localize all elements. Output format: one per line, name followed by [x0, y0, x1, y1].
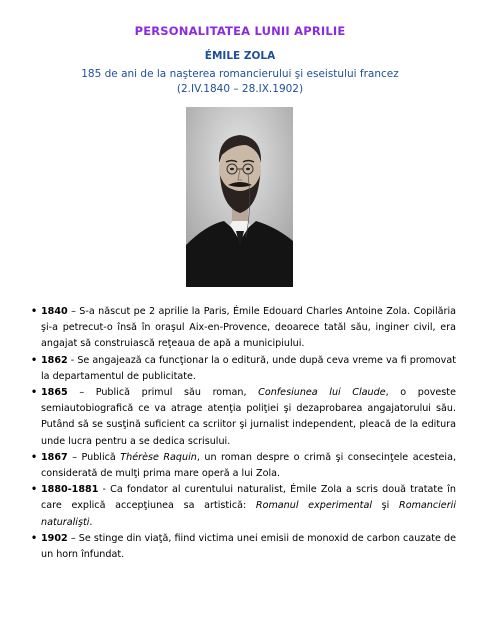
- timeline-item: [32, 450, 456, 482]
- page-title: PERSONALITATEA LUNII APRILIE: [134, 24, 346, 38]
- timeline-item: [32, 385, 456, 450]
- timeline-list: [32, 304, 456, 563]
- timeline-text: - Se angajează ca funcţionar la o editură, unde după ceva vreme va fi promovat la departamentul de publicitate.: [41, 354, 456, 382]
- timeline-text: şi: [372, 500, 400, 512]
- timeline-year: 1865: [41, 387, 68, 399]
- timeline-text: - Ca fondator al curentului naturalist, Émile Zola a scris două tratate în care explică accepţiunea sa artistică:: [41, 484, 456, 512]
- work-title: Romanul experimental: [255, 500, 372, 512]
- subtitle-dates: (2.IV.1840 – 28.IX.1902): [176, 83, 304, 95]
- timeline-text: – Publică: [67, 451, 121, 463]
- timeline-year: 1902: [41, 532, 68, 544]
- person-name: ÉMILE ZOLA: [204, 50, 276, 62]
- timeline-text: – Publică primul său roman,: [67, 387, 259, 399]
- timeline-year: 1862: [41, 354, 68, 366]
- timeline-item: [32, 353, 456, 385]
- work-title: Romancierii naturalişti: [41, 500, 456, 528]
- timeline-text: – S-a născut pe 2 aprilie la Paris, Émile Edouard Charles Antoine Zola. Copilăria şi-a petrecut-o însă în oraşul Aix-en-Provence, deoarece tatăl său, inginer civil, era angajat să construiască reţeaua de apă a municipiului.: [41, 306, 456, 350]
- timeline-item: [32, 531, 456, 563]
- timeline-item: [32, 482, 456, 531]
- subtitle: [0, 67, 480, 97]
- timeline-item: [32, 304, 456, 353]
- portrait-photo: [186, 107, 293, 287]
- timeline-text: .: [89, 516, 93, 528]
- timeline-year: 1840: [41, 306, 68, 317]
- timeline-year: 1880-1881: [41, 484, 99, 496]
- work-title: Confesiunea lui Claude: [258, 387, 386, 399]
- work-title: Thérèse Raquin: [120, 451, 197, 463]
- subtitle-line-1: 185 de ani de la naşterea romancierului şi eseistului francez: [81, 68, 399, 80]
- timeline-text: – Se stinge din viaţă, fiind victima unei emisii de monoxid de carbon cauzate de un horn înfundat.: [41, 532, 456, 561]
- timeline-text: , un roman despre o crimă şi consecinţele acesteia, considerată de mulţi prima mare operă a lui Zola.: [41, 451, 457, 480]
- timeline-year: 1867: [41, 451, 68, 463]
- timeline-text: , o poveste semiautobiografică ce va atrage atenţia poliţiei şi dezaprobarea angajatorului său. Putând să se susţină suficient ca scriitor şi jurnalist independent, pleacă de la editura unde lucra pentru a se dedica scrisului.: [41, 387, 456, 447]
